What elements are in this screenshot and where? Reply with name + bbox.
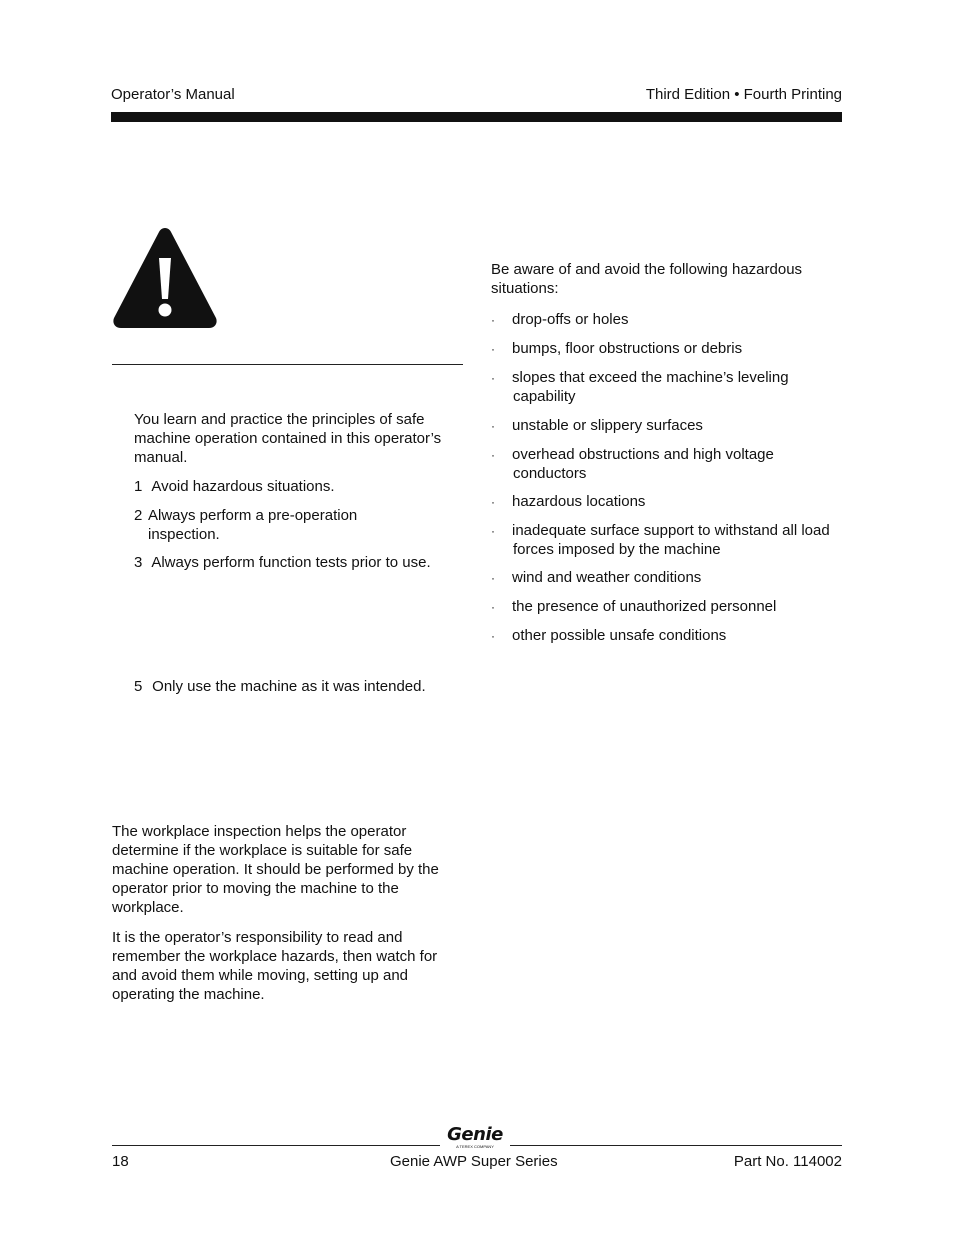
header-bar bbox=[111, 112, 842, 122]
footer-rule-right bbox=[510, 1145, 842, 1146]
bullet-icon: · bbox=[491, 495, 495, 509]
list-text: unstable or slippery surfaces bbox=[512, 417, 703, 434]
list-text-continued: capability bbox=[513, 388, 576, 405]
list-text: Always perform a pre-operation inspection. bbox=[148, 507, 358, 543]
list-item-3 bbox=[134, 553, 464, 572]
genie-logo bbox=[443, 1126, 507, 1152]
responsibility-paragraph: It is the operator’s responsibility to read and remember the workplace hazards, then watch for and avoid them while moving, setting up and operating the machine. bbox=[112, 929, 438, 1003]
bullet-icon: · bbox=[491, 313, 495, 327]
bullet-icon: · bbox=[491, 419, 495, 433]
footer-product: Genie AWP Super Series bbox=[390, 1153, 558, 1170]
list-number: 5 bbox=[134, 678, 143, 695]
list-text: slopes that exceed the machine’s leveling bbox=[512, 369, 789, 386]
logo-tagline: A TEREX COMPANY bbox=[456, 1144, 494, 1149]
list-number: 3 bbox=[134, 554, 143, 571]
section-divider bbox=[112, 364, 463, 365]
intro-paragraph: You learn and practice the principles of safe machine operation contained in this operator’s manual. bbox=[134, 411, 442, 466]
bullet-icon: · bbox=[491, 524, 495, 538]
list-text-continued: conductors bbox=[513, 465, 587, 482]
list-text: Only use the machine as it was intended. bbox=[152, 678, 426, 695]
list-text: wind and weather conditions bbox=[512, 569, 702, 586]
list-text: inadequate surface support to withstand all load bbox=[512, 522, 830, 539]
warning-triangle-icon bbox=[111, 225, 219, 329]
footer-part-number: Part No. 114002 bbox=[733, 1153, 842, 1170]
list-text-continued: forces imposed by the machine bbox=[513, 541, 721, 558]
list-item-1 bbox=[134, 477, 464, 496]
list-item-2 bbox=[134, 506, 394, 544]
footer-rule-left bbox=[112, 1145, 440, 1146]
bullet-icon: · bbox=[491, 600, 495, 614]
inspection-paragraph: The workplace inspection helps the operator determine if the workplace is suitable for safe machine operation. It should be performed by the operator prior to moving the machine to the workplace. bbox=[112, 823, 439, 916]
bullet-icon: · bbox=[491, 448, 495, 462]
hazards-intro: Be aware of and avoid the following hazardous situations: bbox=[491, 261, 803, 297]
list-number: 2 bbox=[134, 507, 143, 524]
header-edition: Third Edition • Fourth Printing bbox=[645, 86, 842, 103]
bullet-icon: · bbox=[491, 629, 495, 643]
list-text: drop-offs or holes bbox=[512, 311, 629, 328]
list-text: Always perform function tests prior to use. bbox=[151, 554, 431, 571]
page-number: 18 bbox=[112, 1153, 129, 1170]
header-manual-title: Operator’s Manual bbox=[111, 86, 235, 103]
list-number: 1 bbox=[134, 478, 143, 495]
list-text: Avoid hazardous situations. bbox=[151, 478, 335, 495]
list-text: other possible unsafe conditions bbox=[512, 627, 727, 644]
list-item-5 bbox=[134, 677, 464, 696]
list-text: bumps, floor obstructions or debris bbox=[512, 340, 743, 357]
logo-wordmark: Genie bbox=[447, 1124, 503, 1145]
list-text: the presence of unauthorized personnel bbox=[512, 598, 777, 615]
bullet-icon: · bbox=[491, 342, 495, 356]
bullet-icon: · bbox=[491, 571, 495, 585]
list-text: overhead obstructions and high voltage bbox=[512, 446, 774, 463]
list-text: hazardous locations bbox=[512, 493, 646, 510]
bullet-icon: · bbox=[491, 371, 495, 385]
